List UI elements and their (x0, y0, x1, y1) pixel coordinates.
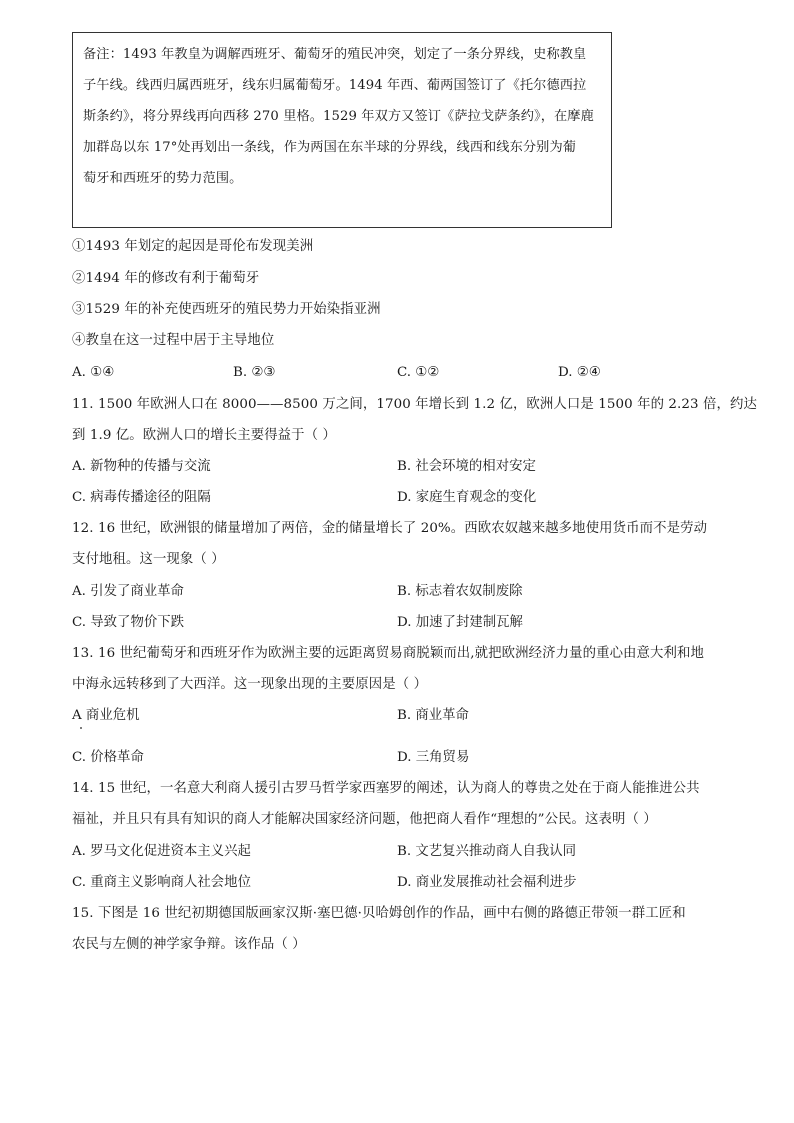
note-box (72, 32, 612, 228)
q11-option-b: B. 社会环境的相对安定 (397, 459, 536, 474)
q14-option-d: D. 商业发展推动社会福利进步 (397, 875, 577, 890)
q11-stem-line: 11. 1500 年欧洲人口在 8000——8500 万之间，1700 年增长到 1.2 亿，欧洲人口是 1500 年的 2.23 倍，约达 (72, 397, 757, 412)
q11-stem-line: 到 1.9 亿。欧洲人口的增长主要得益于（ ） (72, 428, 337, 443)
q13-option-d: D. 三角贸易 (397, 750, 470, 765)
q13-option-c: C. 价格革命 (72, 750, 144, 765)
q10-option-d: D. ②④ (558, 365, 601, 380)
note-line: 斯条约》，将分界线再向西移 270 里格。1529 年双方又签订《萨拉戈萨条约》，在摩鹿 (83, 109, 594, 124)
statement-4: ④教皇在这一过程中居于主导地位 (72, 333, 275, 348)
q11-option-d: D. 家庭生育观念的变化 (397, 490, 537, 505)
q13-stem-line: 中海永远转移到了大西洋。这一现象出现的主要原因是（ ） (72, 677, 428, 692)
q12-option-d: D. 加速了封建制瓦解 (397, 615, 523, 630)
q13-option-a: A 商业危机 (72, 708, 140, 723)
note-line: 子午线。线西归属西班牙，线东归属葡萄牙。1494 年西、葡两国签订了《托尔德西拉 (83, 78, 587, 93)
note-line: 加群岛以东 17°处再划出一条线，作为两国在东半球的分界线，线西和线东分别为葡 (83, 140, 577, 155)
q12-option-a: A. 引发了商业革命 (72, 584, 184, 599)
q12-stem-line: 支付地租。这一现象（ ） (72, 552, 225, 567)
statement-3: ③1529 年的补充使西班牙的殖民势力开始染指亚洲 (72, 302, 381, 317)
q10-option-a: A. ①④ (72, 365, 115, 380)
q14-option-b: B. 文艺复兴推动商人自我认同 (397, 844, 577, 859)
scan-dot (80, 727, 82, 729)
q10-option-c: C. ①② (397, 365, 440, 380)
q14-option-a: A. 罗马文化促进资本主义兴起 (72, 844, 251, 859)
q15-stem-line: 农民与左侧的神学家争辩。该作品（ ） (72, 937, 306, 952)
q11-option-a: A. 新物种的传播与交流 (72, 459, 211, 474)
note-line: 萄牙和西班牙的势力范围。 (83, 171, 243, 186)
q14-option-c: C. 重商主义影响商人社会地位 (72, 875, 251, 890)
note-line: 备注：1493 年教皇为调解西班牙、葡萄牙的殖民冲突，划定了一条分界线，史称教皇 (83, 47, 587, 62)
statement-2: ②1494 年的修改有利于葡萄牙 (72, 271, 260, 286)
q10-option-b: B. ②③ (233, 365, 276, 380)
q12-stem-line: 12. 16 世纪，欧洲银的储量增加了两倍，金的储量增长了 20%。西欧农奴越来越多地使用货币而不是劳动 (72, 521, 708, 536)
q14-stem-line: 福祉，并且只有具有知识的商人才能解决国家经济问题，他把商人看作“理想的”公民。这表明（ ） (72, 812, 657, 827)
q11-option-c: C. 病毒传播途径的阻隔 (72, 490, 211, 505)
q14-stem-line: 14. 15 世纪，一名意大利商人援引古罗马哲学家西塞罗的阐述，认为商人的尊贵之处在于商人能推进公共 (72, 781, 700, 796)
q15-stem-line: 15. 下图是 16 世纪初期德国版画家汉斯·塞巴德·贝哈姆创作的作品，画中右侧的路德正带领一群工匠和 (72, 906, 686, 921)
q12-option-c: C. 导致了物价下跌 (72, 615, 185, 630)
q13-stem-line: 13. 16 世纪葡萄牙和西班牙作为欧洲主要的远距离贸易商脱颖而出,就把欧洲经济力量的重心由意大利和地 (72, 646, 704, 661)
q12-option-b: B. 标志着农奴制废除 (397, 584, 523, 599)
statement-1: ①1493 年划定的起因是哥伦布发现美洲 (72, 239, 314, 254)
q13-option-b: B. 商业革命 (397, 708, 469, 723)
